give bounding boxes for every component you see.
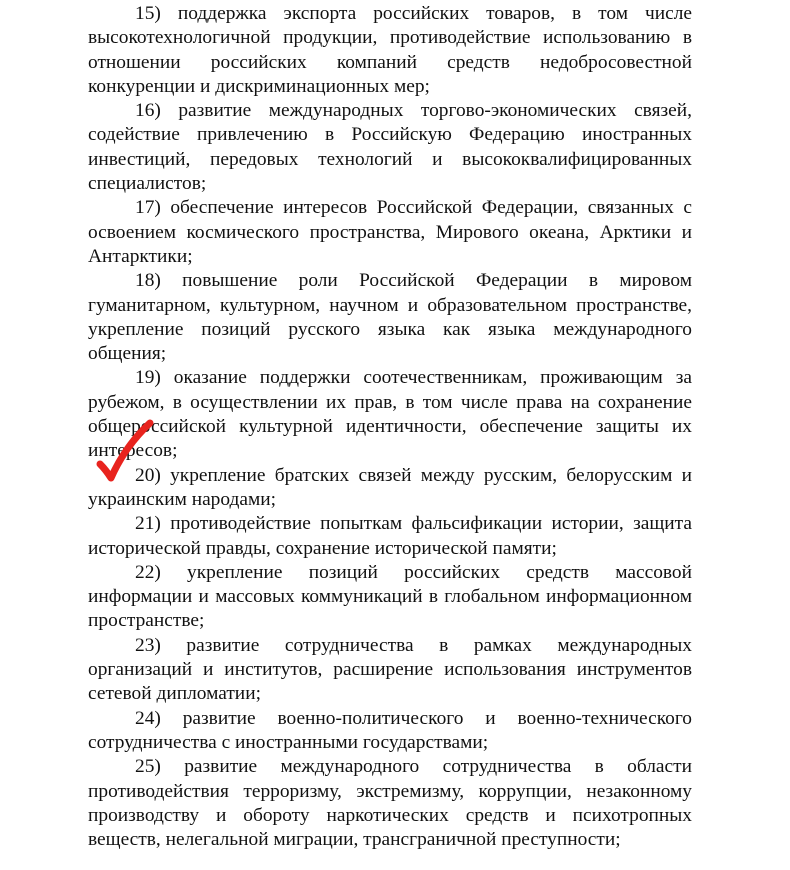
document-page (88, 0, 692, 870)
list-item-20: 20) укрепление братских связей между русским, белорусским и украинским народами; (88, 464, 692, 510)
list-item-23: 23) развитие сотрудничества в рамках международных организаций и институтов, расширение использования инструментов сетевой дипломатии; (88, 634, 692, 705)
list-item-15: 15) поддержка экспорта российских товаров, в том числе высокотехнологичной продукции, противодействие использованию в отношении российских компаний средств недобросовестной конкуренции и дискриминационных мер; (88, 3, 692, 97)
list-item-21: 21) противодействие попыткам фальсификации истории, защита исторической правды, сохранение исторической памяти; (88, 513, 692, 559)
list-item-18: 18) повышение роли Российской Федерации в мировом гуманитарном, культурном, научном и образовательном пространстве, укрепление позиций русского языка как языка международного общения; (88, 270, 692, 365)
list-item-16: 16) развитие международных торгово-экономических связей, содействие привлечению в Российскую Федерацию иностранных инвестиций, передовых технологий и высококвалифицированных специалистов; (88, 100, 692, 195)
list-item-24: 24) развитие военно-политического и военно-технического сотрудничества с иностранными государствами; (88, 707, 692, 753)
list-item-22: 22) укрепление позиций российских средств массовой информации и массовых коммуникаций в глобальном информационном пространстве; (88, 561, 692, 632)
list-item-19: 19) оказание поддержки соотечественникам, проживающим за рубежом, в осуществлении их прав, в том числе права на сохранение общероссийской культурной идентичности, обеспечение защиты их интересов; (88, 367, 692, 462)
list-item-17: 17) обеспечение интересов Российской Федерации, связанных с освоением космического пространства, Мирового океана, Арктики и Антарктики; (88, 197, 692, 267)
list-item-25: 25) развитие международного сотрудничества в области противодействия терроризму, экстремизму, коррупции, незаконному производству и обороту наркотических средств и психотропных веществ, нелегальной миграции, трансграничной преступности; (88, 756, 692, 851)
